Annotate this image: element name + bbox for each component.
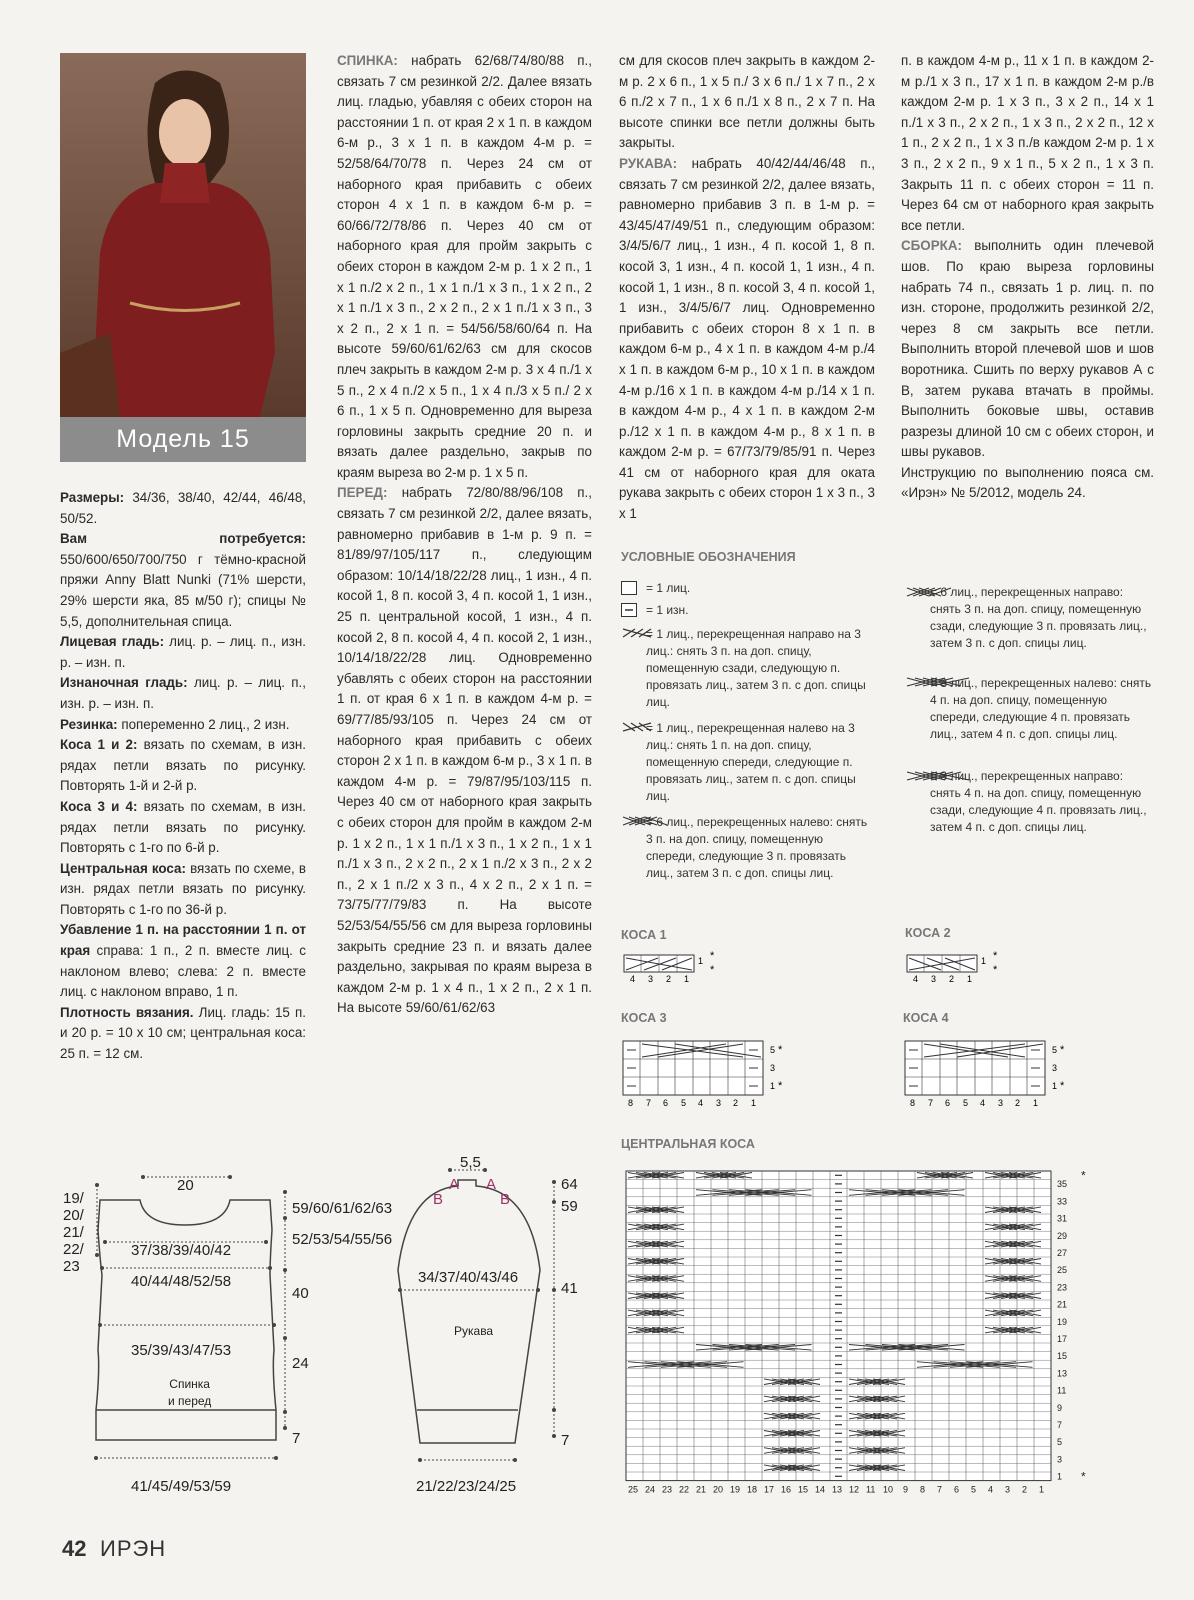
sleeve-cap-label: 59 (561, 1198, 578, 1215)
kosa4-chart (900, 1038, 1080, 1110)
svg-text:4: 4 (980, 1098, 986, 1108)
kosa2-chart (901, 950, 1011, 986)
svg-text:1: 1 (684, 974, 690, 984)
row-number-label: 11 (1057, 1385, 1067, 1396)
svg-text:7: 7 (646, 1098, 652, 1108)
col-number-label: 6 (954, 1484, 960, 1495)
row-number-label: 33 (1057, 1196, 1068, 1207)
col-number-label: 21 (696, 1484, 707, 1495)
assembly-column: п. в каждом 4-м р., 11 x 1 п. в каждом 2-м р./1 x 3 п., 17 x 1 п. в каждом 2-м р./в каждом 2-м р. 1 x 3 п., 3 x 2 п., 14 x 1 п./1 x 3 п., 2 x 2 п., 1 x 3 п., 2 x 2 п., 12 x 1 п., 2 x 2 п., 1 x 3 п./в каждом 2-м р. 1 x 3 п., 2 x 2 п., 9 x 1 п., 5 x 2 п., 1 x 3 п. Закрыть 11 п. с обеих сторон = 11 п. Через 64 см от наборного края закрыть все петли. СБОРКА: выполнить один плечевой шов. По краю выреза горловины набрать 74 п., связать 1 р. лиц. п. по изн. стороне, продолжить резинкой 2/2, через 8 см закрыть все петли. Выполнить второй плечевой шов и шов воротника. Сшить по верху рукавов А с В, затем рукава втачать в проймы. Выполнить боковые швы, оставив разрезы длиной 10 см с обеих сторон, и швы рукавов. Инструкцию по выполнению пояса см. «Ирэн» № 5/2012, модель 24. (901, 53, 1154, 501)
svg-text:3: 3 (1052, 1063, 1058, 1073)
legend-knit: = 1 лиц. (646, 581, 691, 595)
sleeve-rib-label: 7 (561, 1432, 570, 1449)
model-caption: Модель 15 (60, 417, 306, 462)
back-front-column: СПИНКА: набрать 62/68/74/80/88 п., связать 7 см резинкой 2/2. Далее вязать лиц. гладью, убавляя с обеих сторон на расстоянии 1 п. от края 2 x 1 п. в каждом 6-м р., 3 x 1 п. в каждом 4-м р. = 52/58/64/70/78 п. Через 24 см от наборного края прибавить с обеих сторон 4 x 1 п. в каждом 6-м р. = 60/66/72/78/86 п. Через 40 см от наборного края для пройм закрыть с обеих сторон в каждом 2-м р. 1 x 2 п., 1 x 1 п./2 x 2 п., 1 x 1 п./1 x 3 п., 1 x 2 п., 2 x 1 п./1 x 3 п., 2 x 2 п., 2 x 1 п./1 x 3 п., 3 x 2 п., 2 x 1 п. = 54/56/58/60/64 п. На высоте 59/60/61/62/63 см для скосов плеч закрыть в каждом 2-м р. 3 x 4 п./1 x 5 п., 2 x 4 п./2 x 5 п., 1 x 4 п./3 x 5 п./ 2 x 6 п., 1 x 5 п. Одновременно для выреза горловины закрыть средние 20 п. и вязать далее раздельно, закрыв по краям выреза во 2-м р. 1 x 5 п. ПЕРЕД: набрать 72/80/88/96/108 п., связать 7 см резинкой 2/2, далее вязать, равномерно прибавив в 1-м р. 9 п. = 81/89/97/105/117 п., следующим образом: 10/14/18/22/28 лиц., 1 изн., 4 п. косой 1, 8 п. косой 3, 4 п. косой 1, 1 изн., 25 п. центральной косой, 1 изн., 4 п. косой 2, 8 п. косой 4, 4 п. косой 2, 1 изн., 10/14/18/22/28 лиц. Одновременно убавлять с обеих сторон на расстоянии 1 п. от края 6 x 1 п. в каждом 4-м р. = 69/77/85/93/105 п. Через 24 см от наборного края прибавить с обеих сторон 2 x 1 п. в каждом 6-м р., 3 x 1 п. в каждом 4-м р. = 79/87/95/103/115 п. Через 40 см от наборного края закрыть с обеих сторон для пройм в каждом 2-м р. 1 x 2 п., 1 x 1 п./1 x 3 п., 1 x 2 п., 1 x 1 п./1 x 3 п., 2 x 2 п., 2 x 1 п./2 x 3 п., 2 x 2 п., 2 x 1 п./2 x 3 п., 4 x 2 п., 2 x 1 п. = 73/75/77/79/83 п. На высоте 52/53/54/55/56 см для выреза горловины закрыть средние 23 п. и вязать далее раздельно, закрывая по краям выреза в каждом 2-м р. 1 x 4 п., 1 x 2 п., 2 x 1 п. На высоте 59/60/61/62/63 (337, 53, 592, 1016)
svg-text:1: 1 (698, 956, 704, 966)
kosa3-chart (618, 1038, 798, 1110)
row-number-label: 3 (1057, 1454, 1063, 1465)
svg-text:*: * (778, 1080, 783, 1092)
svg-text:5: 5 (963, 1098, 969, 1108)
svg-text:1: 1 (967, 974, 973, 984)
sleeve-length-label: 64 (561, 1176, 578, 1193)
waist-height-label: 24 (292, 1355, 309, 1372)
col-number-label: 11 (866, 1484, 876, 1495)
neck-width-label: 20 (177, 1177, 194, 1194)
col-number-label: 7 (937, 1484, 943, 1495)
svg-text:3: 3 (998, 1098, 1004, 1108)
row-star-mark: * (1081, 1168, 1086, 1183)
sleeve-a-right-label: А (486, 1176, 497, 1193)
svg-text:8: 8 (628, 1098, 634, 1108)
neck-height-label: 52/53/54/55/56 (292, 1231, 393, 1248)
sleeve-width-label: 34/37/40/43/46 (418, 1269, 519, 1286)
svg-text:5: 5 (1052, 1045, 1058, 1055)
col-number-label: 8 (920, 1484, 926, 1495)
legend-cross-right-6: = 6 лиц., перекрещенных направо: снять 3 п. на доп. спицу, помещенную сзади, следующие 3 п. провязать лиц., затем 3 п. с доп. спицы лиц. (930, 585, 1147, 650)
svg-text:1: 1 (981, 956, 987, 966)
legend-cross-left-8: = 8 лиц., перекрещенных налево: снять 4 п. на доп. спицу, помещенную спереди, следующие 4 п. провязать лиц., затем 4 п. с доп. спицы лиц. (930, 676, 1152, 741)
svg-text:*: * (993, 950, 998, 962)
svg-text:*: * (1060, 1044, 1065, 1056)
row-number-label: 13 (1057, 1368, 1068, 1379)
page-number: 42 (62, 1536, 87, 1561)
body-label: Спинка и перед (168, 1377, 212, 1408)
row-number-label: 17 (1057, 1334, 1068, 1344)
row-number-label: 31 (1057, 1213, 1068, 1224)
col-number-label: 23 (662, 1484, 673, 1495)
central-kosa-title: ЦЕНТРАЛЬНАЯ КОСА (621, 1137, 755, 1151)
svg-text:*: * (778, 1044, 783, 1056)
sleeve-top-label: 5,5 (460, 1154, 481, 1171)
svg-text:3: 3 (770, 1063, 776, 1073)
svg-text:*: * (993, 964, 998, 976)
svg-text:5: 5 (681, 1098, 687, 1108)
col-number-label: 16 (781, 1484, 792, 1495)
sizes-column: Размеры: 34/36, 38/40, 42/44, 46/48, 50/52. Вам потребуется: 550/600/650/700/750 г тёмно-красной пряжи Anny Blatt Nunki (71% шерсти, 29% шерсти яка, 85 м/50 г); спицы № 5,5, дополнительная спица. Лицевая гладь: лиц. р. – лиц. п., изн. р. – изн. п. Изнаночная гладь: лиц. р. – лиц. п., изн. р. – изн. п. Резинка: попеременно 2 лиц., 2 изн. Коса 1 и 2: вязать по схемам, в изн. рядах петли вязать по рисунку. Повторять 1-й и 2-й р. Коса 3 и 4: вязать по схемам, в изн. рядах петли вязать по рисунку. Повторять с 1-го по 6-й р. Центральная коса: вязать по схеме, в изн. рядах петли вязать по рисунку. Повторять с 1-го по 36-й р. Убавление 1 п. на расстоянии 1 п. от края справа: 1 п., 2 п. вместе лиц. с наклоном влево; слева: 2 п. вместе лиц. с наклоном вправо, 1 п. Плотность вязания. Лиц. гладь: 15 п. и 20 р. = 10 x 10 см; центральная коса: 25 п. = 12 см. (60, 490, 307, 1062)
col-number-label: 3 (1005, 1484, 1011, 1495)
waist-label: 35/39/43/47/53 (131, 1342, 232, 1359)
sleeve-bottom-label: 21/22/23/24/25 (416, 1478, 517, 1495)
chest-upper-label: 37/38/39/40/42 (131, 1242, 232, 1259)
rib-height-label: 7 (292, 1430, 301, 1447)
kosa4-title: КОСА 4 (903, 1011, 949, 1025)
kosa1-title: КОСА 1 (621, 928, 667, 942)
svg-text:2: 2 (666, 974, 672, 984)
left-height-label: 19/ 20/ 21/ 22/ 23 (63, 1190, 84, 1275)
legend-title: УСЛОВНЫЕ ОБОЗНАЧЕНИЯ (621, 550, 796, 564)
svg-text:2: 2 (1015, 1098, 1021, 1108)
svg-text:8: 8 (910, 1098, 916, 1108)
legend-cross-right-8: = 8 лиц., перекрещенных направо: снять 4 п. на доп. спицу, помещенную сзади, следующие 4 п. провязать лиц., затем 4 п. с доп. спицы лиц. (930, 769, 1147, 834)
row-number-label: 23 (1057, 1282, 1068, 1293)
row-number-label: 27 (1057, 1248, 1068, 1258)
bottom-width-label: 41/45/49/53/59 (131, 1478, 232, 1495)
col-number-label: 17 (764, 1484, 775, 1495)
svg-text:6: 6 (663, 1098, 669, 1108)
svg-text:2: 2 (733, 1098, 739, 1108)
col-number-label: 4 (988, 1484, 994, 1495)
col-number-label: 2 (1022, 1484, 1028, 1495)
knit-symbol-icon (621, 581, 637, 595)
col-number-label: 25 (628, 1484, 639, 1495)
svg-text:3: 3 (648, 974, 654, 984)
svg-text:2: 2 (949, 974, 955, 984)
legend-cross-left-1-3: = 1 лиц., перекрещенная налево на 3 лиц.: снять 1 п. на доп. спицу, помещенную спереди, следующие п. провязать лиц., затем п. с доп. спицы лиц. (646, 721, 856, 803)
magazine-brand: ИРЭН (100, 1536, 167, 1561)
svg-text:1: 1 (751, 1098, 757, 1108)
row-number-label: 25 (1057, 1265, 1068, 1276)
svg-text:3: 3 (716, 1098, 722, 1108)
row-number-label: 5 (1057, 1437, 1063, 1448)
col-number-label: 10 (883, 1484, 894, 1495)
svg-text:1: 1 (770, 1081, 776, 1091)
row-star-mark: * (1081, 1469, 1086, 1484)
col-number-label: 18 (747, 1484, 758, 1495)
kosa2-title: КОСА 2 (905, 926, 951, 940)
row-number-label: 21 (1057, 1299, 1068, 1310)
svg-text:3: 3 (931, 974, 937, 984)
legend-purl: = 1 изн. (646, 603, 689, 617)
svg-text:4: 4 (630, 974, 636, 984)
col-number-label: 14 (815, 1484, 826, 1495)
sleeve-b-right-label: В (500, 1191, 511, 1208)
central-kosa-chart (620, 1165, 1100, 1505)
sleeve-a-left-label: А (449, 1176, 460, 1193)
model-photo (60, 53, 306, 417)
svg-text:6: 6 (945, 1098, 951, 1108)
col-number-label: 12 (849, 1484, 860, 1495)
svg-text:5: 5 (770, 1045, 776, 1055)
armhole-height-label: 40 (292, 1285, 309, 1302)
svg-text:7: 7 (928, 1098, 934, 1108)
row-number-label: 19 (1057, 1316, 1068, 1327)
row-number-label: 35 (1057, 1179, 1068, 1190)
row-number-label: 1 (1057, 1471, 1063, 1482)
row-number-label: 15 (1057, 1351, 1068, 1362)
svg-text:4: 4 (913, 974, 919, 984)
sleeves-column: см для скосов плеч закрыть в каждом 2-м р. 2 x 6 п., 1 x 5 п./ 3 x 6 п./ 1 x 7 п., 2 x 6 п./2 x 7 п., 1 x 6 п./1 x 8 п., 2 x 7 п. На высоте спинки все петли должны быть закрыты. РУКАВА: набрать 40/42/44/46/48 п., связать 7 см резинкой 2/2, далее вязать, равномерно прибавив 3 п. в 1-м р. = 43/45/47/49/51 п., следующим образом: 3/4/5/6/7 лиц., 1 изн., 4 п. косой 1, 8 п. косой 3, 1 изн., 4 п. косой 1, 1 изн., 4 п. косой 1, 1 изн., 8 п. косой 3, 4 п. косой 1, 1 изн., 3/4/5/6/7 лиц. Одновременно прибавить с обеих сторон 8 x 1 п. в каждом 6-м р., 4 x 1 п. в каждом 4-м р./4 x 1 п. в каждом 6-м р., 10 x 1 п. в каждом 4-м р./16 x 1 п. в каждом 4-м р./14 x 1 п. в каждом 4-м р., 4 x 1 п. в каждом 2-м р./12 x 1 п. в каждом 4-м р., 8 x 1 п. в каждом 2-м р. = 67/73/79/85/91 п. Через 41 см от наборного края для оката рукава закрыть с обеих сторон 1 x 3 п., 3 x 1 (619, 53, 875, 522)
col-number-label: 20 (713, 1484, 724, 1495)
col-number-label: 13 (832, 1484, 843, 1495)
col-number-label: 9 (903, 1484, 909, 1495)
col-number-label: 22 (679, 1484, 690, 1495)
row-number-label: 9 (1057, 1402, 1063, 1413)
row-number-label: 7 (1057, 1420, 1063, 1430)
col-number-label: 5 (971, 1484, 977, 1495)
sleeve-b-left-label: В (433, 1191, 444, 1208)
sleeve-label: Рукава (454, 1324, 494, 1338)
legend-cross-right-1-3: = 1 лиц., перекрещенная направо на 3 лиц.: снять 3 п. на доп. спицу, помещенную сзади, следующую п. провязать лиц., затем 3 п. с доп. спицы лиц. (646, 627, 866, 709)
svg-text:*: * (710, 964, 715, 976)
svg-text:*: * (1060, 1080, 1065, 1092)
chest-label: 40/44/48/52/58 (131, 1273, 232, 1290)
svg-text:*: * (710, 950, 715, 962)
col-number-label: 15 (798, 1484, 809, 1495)
col-number-label: 1 (1039, 1484, 1045, 1495)
svg-text:4: 4 (698, 1098, 704, 1108)
legend-cross-left-6: = 6 лиц., перекрещенных налево: снять 3 п. на доп. спицу, помещенную спереди, следующие 3 п. провязать лиц., затем 3 п. с доп. спицы лиц. (646, 815, 868, 880)
kosa1-chart (618, 950, 728, 986)
col-number-label: 19 (730, 1484, 741, 1495)
row-number-label: 29 (1057, 1230, 1068, 1241)
sleeve-mid-label: 41 (561, 1280, 578, 1297)
svg-text:1: 1 (1033, 1098, 1039, 1108)
shoulder-height-label: 59/60/61/62/63 (292, 1200, 393, 1217)
purl-symbol-icon (621, 603, 637, 617)
svg-text:1: 1 (1052, 1081, 1058, 1091)
kosa3-title: КОСА 3 (621, 1011, 667, 1025)
col-number-label: 24 (645, 1484, 656, 1495)
